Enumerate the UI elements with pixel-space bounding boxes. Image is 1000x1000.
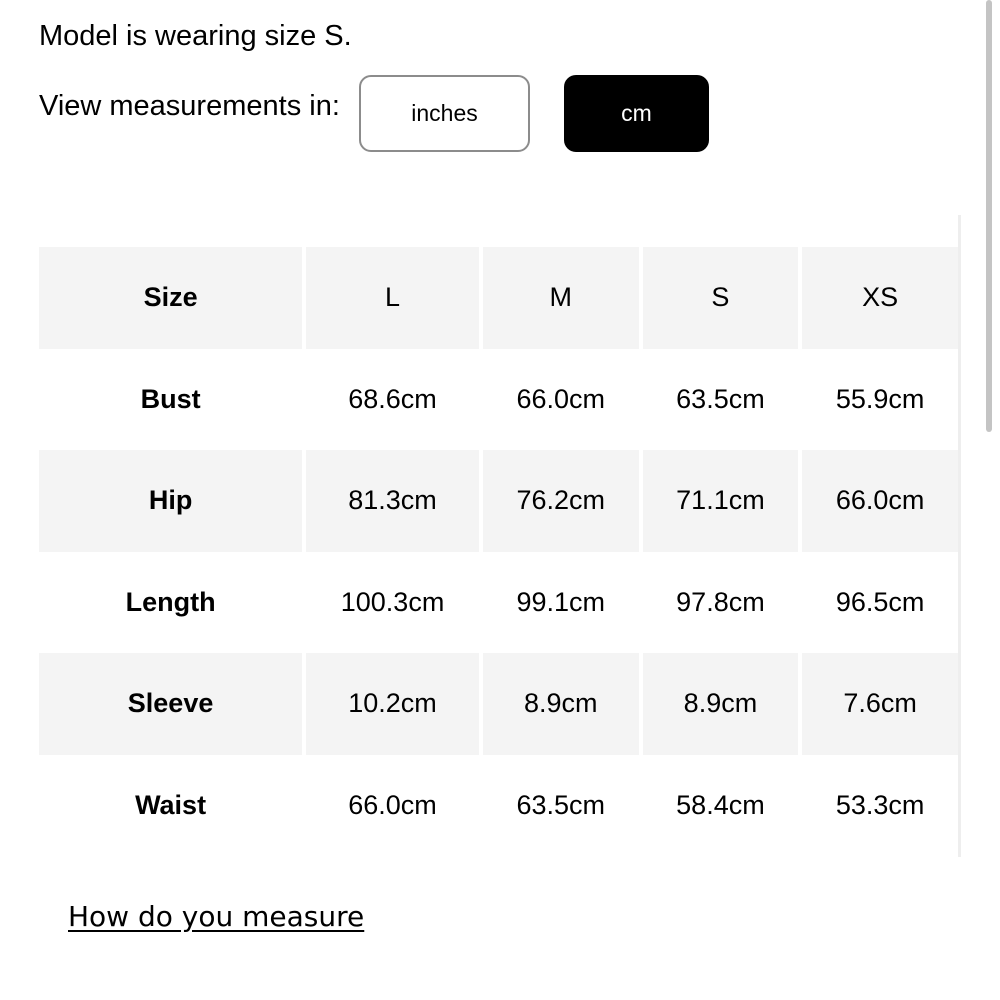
inches-toggle-button[interactable]: inches <box>359 75 530 152</box>
table-cell: 76.2cm <box>483 450 639 552</box>
table-cell: 71.1cm <box>643 450 799 552</box>
table-row <box>39 755 958 857</box>
table-row <box>39 349 958 451</box>
row-label-sleeve: Sleeve <box>39 653 302 755</box>
row-label-hip: Hip <box>39 450 302 552</box>
header-cell-size: Size <box>39 247 302 349</box>
table-cell: 97.8cm <box>676 586 765 617</box>
page-scrollbar[interactable] <box>986 0 992 432</box>
how-do-you-measure-link[interactable]: How do you measure <box>68 900 365 933</box>
table-cell: 100.3cm <box>340 586 445 617</box>
table-cell: 58.4cm <box>676 789 765 820</box>
table-row <box>39 653 958 755</box>
row-label-bust: Bust <box>140 383 201 414</box>
size-chart-table <box>35 247 962 856</box>
header-cell-m: M <box>483 247 639 349</box>
table-cell: 63.5cm <box>516 789 606 820</box>
table-cell: 99.1cm <box>516 586 606 617</box>
table-row <box>39 450 958 552</box>
row-label-waist: Waist <box>135 789 207 820</box>
model-size-note: Model is wearing size S. <box>39 20 352 52</box>
table-cell: 66.0cm <box>348 789 437 820</box>
table-cell: 96.5cm <box>835 586 925 617</box>
table-row <box>39 552 958 654</box>
table-cell: 53.3cm <box>835 789 925 820</box>
table-cell: 63.5cm <box>676 383 765 414</box>
table-cell: 66.0cm <box>516 383 606 414</box>
table-header-row <box>39 247 958 349</box>
table-cell: 66.0cm <box>802 450 958 552</box>
size-chart-container <box>39 247 958 857</box>
cm-toggle-button[interactable]: cm <box>564 75 709 152</box>
table-cell: 8.9cm <box>643 653 799 755</box>
header-cell-xs: XS <box>802 247 958 349</box>
table-cell: 68.6cm <box>348 383 437 414</box>
header-cell-s: S <box>643 247 799 349</box>
view-measurements-label: View measurements in: <box>39 90 340 122</box>
header-cell-l: L <box>306 247 479 349</box>
table-cell: 81.3cm <box>306 450 479 552</box>
table-cell: 55.9cm <box>835 383 925 414</box>
table-cell: 10.2cm <box>306 653 479 755</box>
table-cell: 8.9cm <box>483 653 639 755</box>
table-cell: 7.6cm <box>802 653 958 755</box>
row-label-length: Length <box>125 586 216 617</box>
